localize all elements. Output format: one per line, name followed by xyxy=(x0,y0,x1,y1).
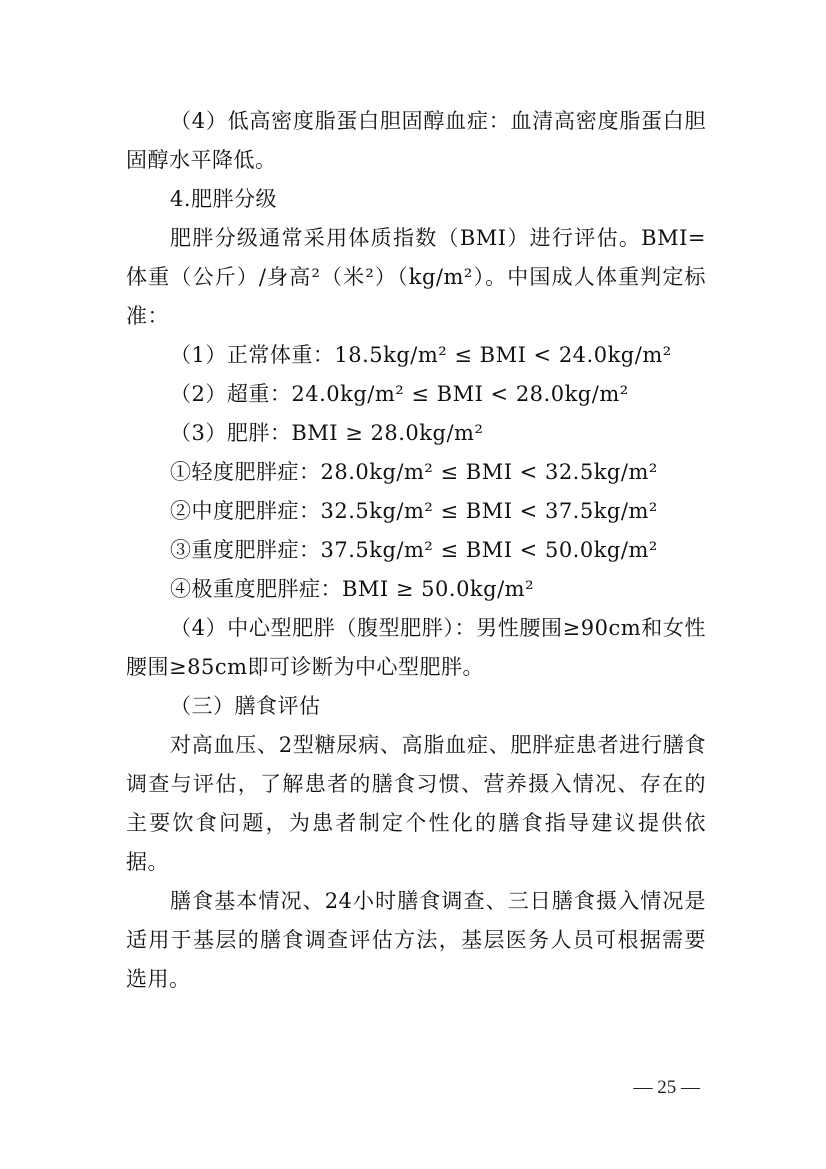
document-body xyxy=(126,102,706,999)
bmi-mild-obesity: ①轻度肥胖症：28.0kg/m² ≤ BMI < 32.5kg/m² xyxy=(170,460,658,484)
bmi-moderate-obesity: ②中度肥胖症：32.5kg/m² ≤ BMI < 37.5kg/m² xyxy=(170,499,658,523)
paragraph-bmi-definition: 肥胖分级通常采用体质指数（BMI）进行评估。BMI=体重（公斤）/身高²（米²）（kg/m²）。中国成人体重判定标准： xyxy=(126,226,706,328)
bmi-normal-weight: （1）正常体重：18.5kg/m² ≤ BMI < 24.0kg/m² xyxy=(170,343,672,367)
paragraph-diet-assessment-purpose: 对高血压、2型糖尿病、高脂血症、肥胖症患者进行膳食调查与评估，了解患者的膳食习惯、营养摄入情况、存在的主要饮食问题，为患者制定个性化的膳食指导建议提供依据。 xyxy=(126,733,706,874)
bmi-overweight: （2）超重：24.0kg/m² ≤ BMI < 28.0kg/m² xyxy=(170,382,629,406)
section-heading-obesity-grading: 4.肥胖分级 xyxy=(170,187,278,211)
bmi-extreme-obesity: ④极重度肥胖症：BMI ≥ 50.0kg/m² xyxy=(170,577,535,601)
paragraph-central-obesity: （4）中心型肥胖（腹型肥胖）：男性腰围≥90cm和女性腰围≥85cm即可诊断为中心型肥胖。 xyxy=(126,616,706,679)
bmi-severe-obesity: ③重度肥胖症：37.5kg/m² ≤ BMI < 50.0kg/m² xyxy=(170,538,658,562)
section-heading-diet-assessment: （三）膳食评估 xyxy=(170,694,321,718)
paragraph-hdl-cholesterol: （4）低高密度脂蛋白胆固醇血症：血清高密度脂蛋白胆固醇水平降低。 xyxy=(126,109,706,172)
paragraph-diet-assessment-methods: 膳食基本情况、24小时膳食调查、三日膳食摄入情况是适用于基层的膳食调查评估方法，基层医务人员可根据需要选用。 xyxy=(126,889,706,991)
page-number: — 25 — xyxy=(633,1077,700,1098)
bmi-obesity: （3）肥胖：BMI ≥ 28.0kg/m² xyxy=(170,421,484,445)
